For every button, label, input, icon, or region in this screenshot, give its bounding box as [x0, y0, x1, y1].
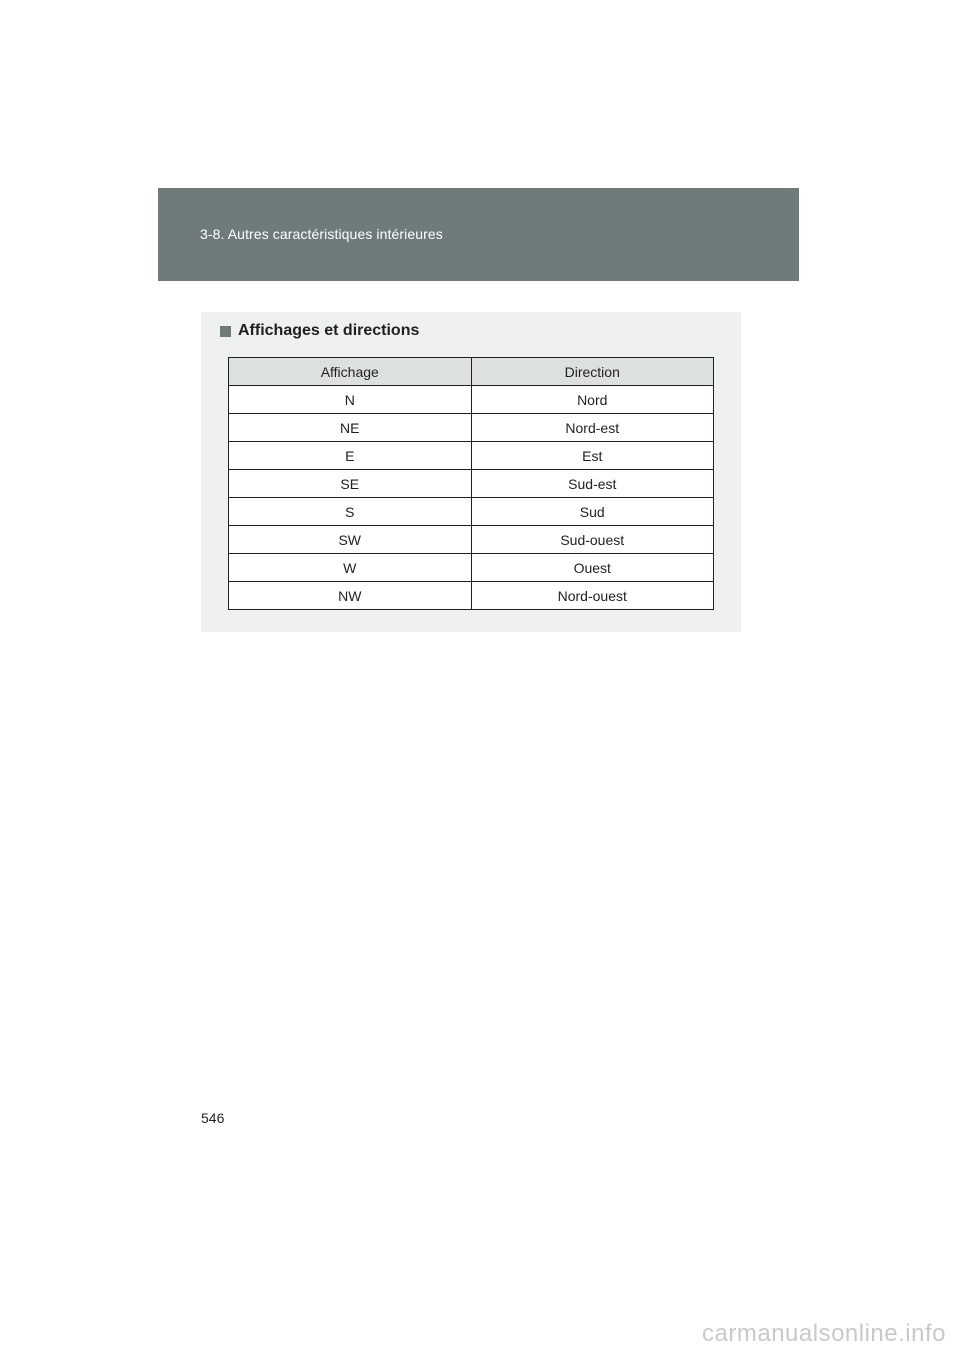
- direction-cell: Ouest: [471, 554, 714, 582]
- column-header-direction: Direction: [471, 358, 714, 386]
- table-row: [229, 442, 714, 470]
- square-bullet-icon: [220, 326, 231, 337]
- direction-cell: Est: [471, 442, 714, 470]
- display-cell: E: [229, 442, 472, 470]
- section-heading: [220, 322, 419, 340]
- info-box: [201, 312, 741, 632]
- table-row: [229, 554, 714, 582]
- direction-cell: Sud-est: [471, 470, 714, 498]
- display-cell: S: [229, 498, 472, 526]
- direction-cell: Sud: [471, 498, 714, 526]
- direction-cell: Nord: [471, 386, 714, 414]
- column-header-display: Affichage: [229, 358, 472, 386]
- directions-table: [228, 357, 714, 610]
- direction-cell: Nord-ouest: [471, 582, 714, 610]
- table-row: [229, 470, 714, 498]
- table-header-row: [229, 358, 714, 386]
- display-cell: SE: [229, 470, 472, 498]
- table-row: [229, 386, 714, 414]
- display-cell: NE: [229, 414, 472, 442]
- table-row: [229, 526, 714, 554]
- display-cell: NW: [229, 582, 472, 610]
- table-row: [229, 582, 714, 610]
- chapter-header-band: [158, 188, 799, 281]
- display-cell: SW: [229, 526, 472, 554]
- watermark: carmanualsonline.info: [702, 1320, 946, 1347]
- page-number: 546: [201, 1110, 225, 1126]
- table-row: [229, 498, 714, 526]
- table-row: [229, 414, 714, 442]
- direction-cell: Nord-est: [471, 414, 714, 442]
- display-cell: W: [229, 554, 472, 582]
- display-cell: N: [229, 386, 472, 414]
- direction-cell: Sud-ouest: [471, 526, 714, 554]
- section-heading-text: Affichages et directions: [238, 322, 420, 339]
- chapter-title: 3-8. Autres caractéristiques intérieures: [200, 226, 443, 242]
